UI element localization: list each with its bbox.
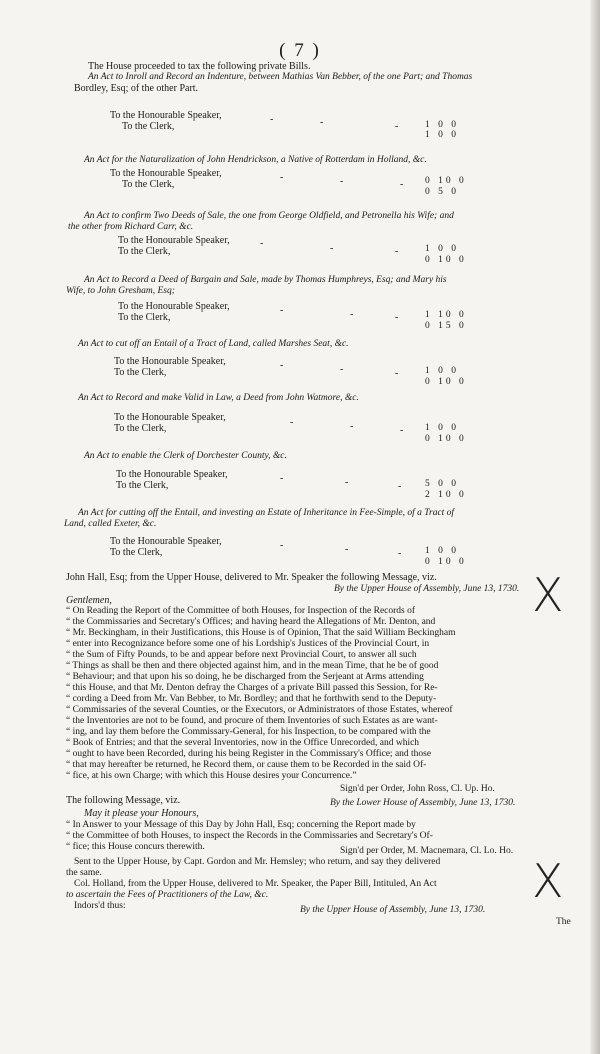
speaker-fee: 5 0 0 [425, 479, 459, 489]
message-dateline: By the Upper House of Assembly, June 13, 1730. [300, 905, 486, 915]
clerk-fee: 1 0 0 [425, 130, 459, 140]
message-signature: Sign'd per Order, M. Macnemara, Cl. Lo. Ho. [340, 846, 514, 856]
speaker-fee: 1 0 0 [425, 120, 459, 130]
speaker-fee: 1 0 0 [425, 546, 459, 556]
dash: - [395, 312, 415, 323]
dash: - [400, 425, 420, 436]
message-intro: John Hall, Esq; from the Upper House, delivered to Mr. Speaker the following Message, viz. [66, 572, 437, 583]
clerk-fee: 0 10 0 [425, 557, 467, 567]
clerk-fee: 0 10 0 [425, 434, 467, 444]
clerk-fee: 2 10 0 [425, 490, 467, 500]
fee-clerk-label: To the Clerk, [122, 179, 175, 190]
bill-title-cont: Land, called Exeter, &c. [64, 519, 157, 529]
message-body-line: “ enter into Recognizance before some one of his Lordship's Justices of the Provincial Court, in [66, 639, 430, 649]
intro-line: The House proceeded to tax the following private Bills. [88, 61, 311, 72]
message-body-line: “ Book of Entries; and that the several Inventories, now in the Office Unrecorded, and which [66, 738, 420, 748]
fee-speaker-label: To the Honourable Speaker, [110, 168, 222, 179]
message-body-line: “ this House, and that Mr. Denton defray the Charges of a private Bill passed this Session, for Re- [66, 683, 438, 693]
fee-speaker-label: To the Honourable Speaker, [118, 301, 230, 312]
message-body-line: “ fice, at his own Charge; with which this House desires your Concurrence.” [66, 771, 357, 781]
dash: - [395, 368, 415, 379]
indorsed-line: Indors'd thus: [74, 901, 126, 911]
speaker-fee: 1 0 0 [425, 244, 459, 254]
dash: - [280, 540, 300, 551]
fee-speaker-label: To the Honourable Speaker, [110, 536, 222, 547]
message-body-line: “ the Sum of Fifty Pounds, to be and appear before next Provincial Court, to answer all such [66, 650, 417, 660]
bill-title: An Act to enable the Clerk of Dorchester County, &c. [84, 451, 287, 461]
message-body-line: “ that may hereafter be returned, he Record them, or cause them to be Recorded in the said Of- [66, 760, 427, 770]
fee-clerk-label: To the Clerk, [110, 547, 163, 558]
dash: - [345, 477, 365, 488]
message-body-line: “ Behaviour; and that upon his so doing, he be discharged from the Serjeant at Arms attending [66, 672, 424, 682]
clerk-fee: 0 10 0 [425, 255, 467, 265]
dash: - [260, 238, 280, 249]
dash: - [330, 243, 350, 254]
message-intro: The following Message, viz. [66, 795, 181, 806]
bill-title-cont: Bordley, Esq; of the other Part. [74, 83, 199, 94]
sent-line-cont: the same. [66, 868, 102, 878]
fee-clerk-label: To the Clerk, [114, 423, 167, 434]
message-body-line: “ the Commissaries and Secretary's Offices; and having heard the Allegations of Mr. Denton, and [66, 617, 436, 627]
dash: - [345, 544, 365, 555]
dash: - [340, 176, 360, 187]
clerk-fee: 0 5 0 [425, 187, 459, 197]
fee-speaker-label: To the Honourable Speaker, [116, 469, 228, 480]
message-body-line: “ Commissaries of the several Counties, or the Executors, or Administrators of those Estates, whereof [66, 705, 453, 715]
message-body-line: “ Mr. Beckingham, in their Justifications, this House is of Opinion, That the said William Beckingham [66, 628, 456, 638]
dash: - [340, 364, 360, 375]
speaker-fee: 1 0 0 [425, 366, 459, 376]
bill-title: An Act for the Naturalization of John Hendrickson, a Native of Rotterdam in Holland, &c. [84, 155, 427, 165]
message-signature: Sign'd per Order, John Ross, Cl. Up. Ho. [340, 784, 495, 794]
page-edge-shadow [590, 0, 600, 1054]
dash: - [320, 117, 340, 128]
clerk-fee: 0 10 0 [425, 377, 467, 387]
dash: - [400, 179, 420, 190]
fee-clerk-label: To the Clerk, [114, 367, 167, 378]
bill-title: An Act to confirm Two Deeds of Sale, the one from George Oldfield, and Petronella his Wife; and [84, 211, 454, 221]
dash: - [350, 309, 370, 320]
catchword: The [556, 917, 571, 927]
message-salutation: Gentlemen, [66, 595, 112, 606]
dash: - [280, 305, 300, 316]
bill-title: An Act to cut off an Entail of a Tract of Land, called Marshes Seat, &c. [78, 339, 349, 349]
dash: - [395, 121, 415, 132]
page-number: ( 7 ) [279, 40, 321, 61]
fee-speaker-label: To the Honourable Speaker, [110, 110, 222, 121]
message-body-line: “ fice; this House concurs therewith. [66, 842, 205, 852]
message-dateline: By the Lower House of Assembly, June 13, 1730. [330, 798, 516, 808]
bill-title-cont: Wife, to John Gresham, Esq; [66, 286, 175, 296]
fee-clerk-label: To the Clerk, [122, 121, 175, 132]
sent-line: Sent to the Upper House, by Capt. Gordon and Mr. Hemsley; who return, and say they delivered [74, 857, 441, 867]
dash: - [280, 172, 300, 183]
speaker-fee: 1 0 0 [425, 423, 459, 433]
message-body-line: “ ing, and lay them before the Commissary-General, for his Inspection, to be compared with the [66, 727, 431, 737]
margin-mark-x: X [532, 854, 564, 908]
col-holland-line: Col. Holland, from the Upper House, delivered to Mr. Speaker, the Paper Bill, Intituled, An Act [74, 879, 437, 889]
message-dateline: By the Upper House of Assembly, June 13, 1730. [334, 584, 520, 594]
speaker-fee: 0 10 0 [425, 176, 467, 186]
bill-title: An Act for cutting off the Entail, and investing an Estate of Inheritance in Fee-Simple, of a Tract of [78, 508, 455, 518]
dash: - [398, 548, 418, 559]
speaker-fee: 1 10 0 [425, 310, 467, 320]
clerk-fee: 0 15 0 [425, 321, 467, 331]
message-body-line: “ ought to have been Recorded, during his being Register in the Commissary's Office; and those [66, 749, 432, 759]
dash: - [398, 481, 418, 492]
fee-clerk-label: To the Clerk, [118, 246, 171, 257]
dash: - [280, 360, 300, 371]
fee-speaker-label: To the Honourable Speaker, [114, 412, 226, 423]
message-body-line: “ Things as shall be then and there objected against him, and in the mean Time, that he be of good [66, 661, 439, 671]
message-salutation: May it please your Honours, [84, 808, 199, 819]
dash: - [350, 421, 370, 432]
dash: - [270, 114, 290, 125]
col-holland-line-cont: to ascertain the Fees of Practitioners of the Law, &c. [66, 890, 269, 900]
margin-mark-x: X [532, 568, 564, 622]
dash: - [290, 417, 310, 428]
bill-title: An Act to Record a Deed of Bargain and Sale, made by Thomas Humphreys, Esq; and Mary his [84, 275, 447, 285]
fee-speaker-label: To the Honourable Speaker, [118, 235, 230, 246]
fee-speaker-label: To the Honourable Speaker, [114, 356, 226, 367]
message-body-line: “ On Reading the Report of the Committee of both Houses, for Inspection of the Records of [66, 606, 416, 616]
fee-clerk-label: To the Clerk, [116, 480, 169, 491]
bill-title: An Act to Inroll and Record an Indenture, between Mathias Van Bebber, of the one Part; and Thomas [88, 72, 473, 82]
bill-title: An Act to Record and make Valid in Law, a Deed from John Watmore, &c. [78, 393, 359, 403]
message-body-line: “ the Inventories are not to be found, and procure of them Inventories of such Estates as are want- [66, 716, 438, 726]
bill-title-cont: the other from Richard Carr, &c. [68, 222, 194, 232]
dash: - [395, 246, 415, 257]
message-body-line: “ cording a Deed from Mr. Van Bebber, to Mr. Bordley; and that he forthwith send to the Deputy- [66, 694, 437, 704]
dash: - [280, 473, 300, 484]
message-body-line: “ the Committee of both Houses, to inspect the Records in the Commissaries and Secretary's Of- [66, 831, 433, 841]
fee-clerk-label: To the Clerk, [118, 312, 171, 323]
message-body-line: “ In Answer to your Message of this Day by John Hall, Esq; concerning the Report made by [66, 820, 416, 830]
